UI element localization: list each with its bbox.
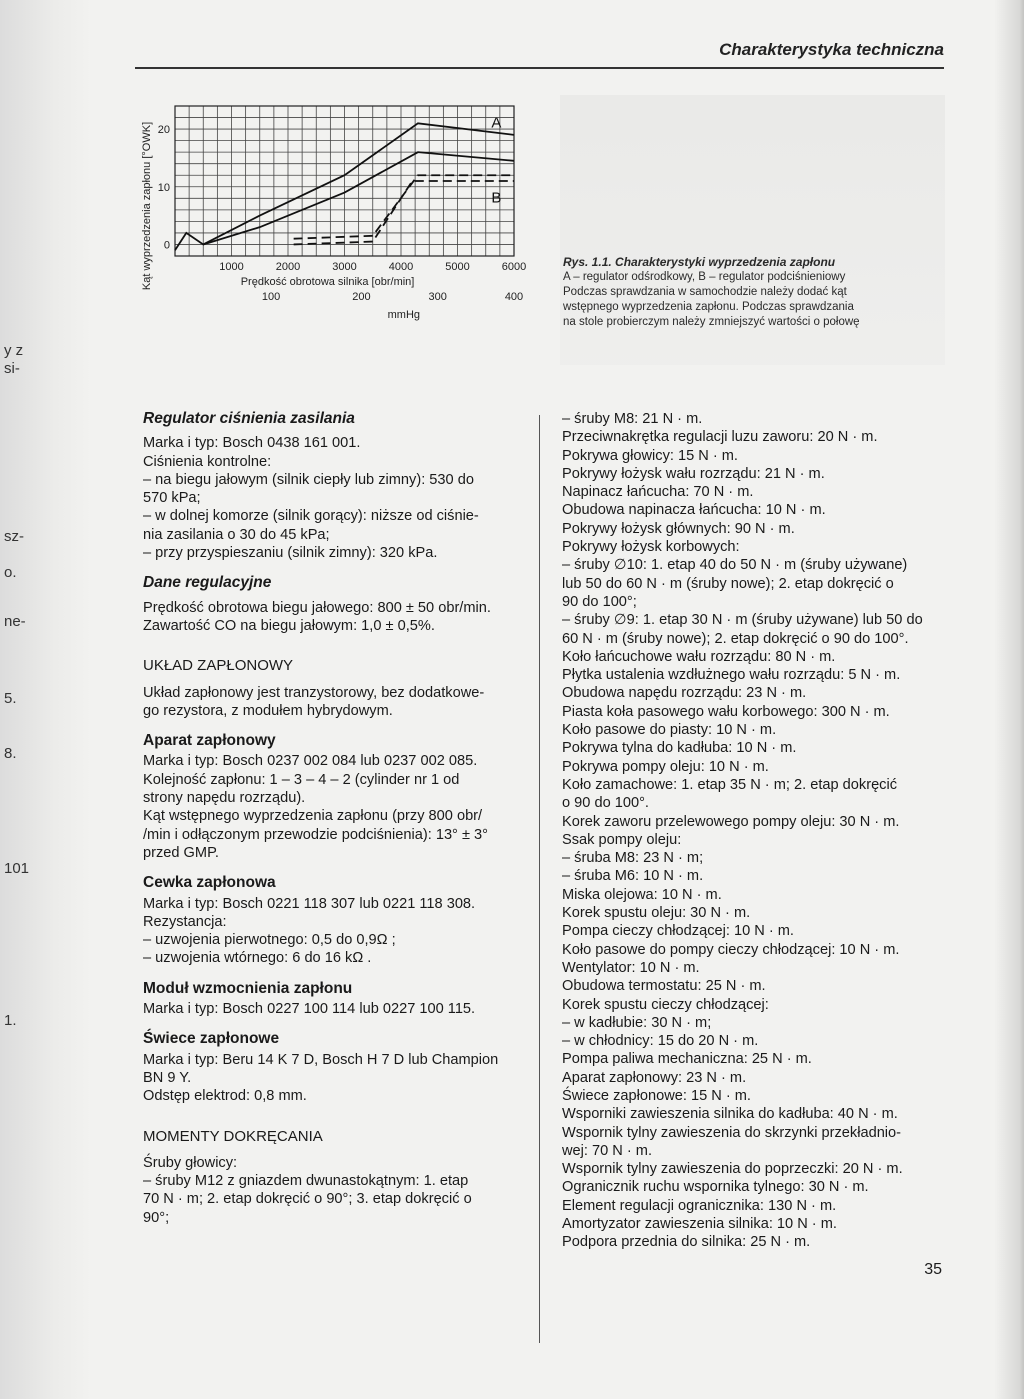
caption-line: na stole probierczym należy zmniejszyć wartości o połowę [563,315,860,328]
x-tick-label: 2000 [275,261,301,273]
chart-svg [138,80,538,350]
text-line: Marka i typ: Bosch 0237 002 084 lub 0237 002 085. [143,753,478,770]
left-text-column [143,410,526,1227]
edge-fragment: 8. [4,745,17,762]
series-line [294,175,514,238]
text-line: – w dolnej komorze (silnik gorący): niższe od ciśnie- [143,508,479,525]
right-text-column [562,410,947,1252]
series-line [294,181,514,244]
y-tick-label: 10 [157,181,170,194]
torque-spec-line: 90 do 100°; [562,593,637,610]
text-line: nia zasilania o 30 do 45 kPa; [143,526,330,543]
text-line: strony napędu rozrządu). [143,790,306,807]
edge-fragment: sz- [4,528,24,545]
torque-spec-line: Wspornik tylny zawieszenia do skrzynki przekładnio- [562,1124,902,1141]
subsection-heading: Cewka zapłonowa [143,874,276,892]
torque-spec-line: Pokrywa tylna do kadłuba: 10 N · m. [562,740,797,757]
page-number: 35 [924,1261,942,1278]
ignition-advance-chart [138,80,538,350]
torque-spec-line: Pokrywa pompy oleju: 10 N · m. [562,758,769,775]
text-line: Rezystancja: [143,913,227,930]
subsection-heading: Moduł wzmocnienia zapłonu [143,979,353,997]
y-tick-label: 20 [157,124,170,137]
torque-spec-line: Płytka ustalenia wzdłużnego wału rozrządu: 5 N · m. [562,667,901,684]
text-line: Marka i typ: Beru 14 K 7 D, Bosch H 7 D lub Champion [143,1051,499,1068]
torque-spec-line: lub 50 do 60 N · m (śruby nowe); 2. etap dokręcić o [562,575,894,592]
x2-tick-label: 200 [352,291,371,303]
torque-spec-line: Obudowa termostatu: 25 N · m. [562,978,766,995]
torque-spec-line: Wsporniki zawieszenia silnika do kadłuba: 40 N · m. [562,1106,898,1123]
figure-caption [563,255,953,329]
text-line: Prędkość obrotowa biegu jałowego: 800 ± 50 obr/min. [143,599,491,616]
torque-spec-line: 60 N · m (śruby nowe); 2. etap dokręcić o 90 do 100°. [562,630,909,647]
torque-spec-line: Pompa cieczy chłodzącej: 10 N · m. [562,923,794,940]
caption-line: A – regulator odśrodkowy, B – regulator podciśnieniowy [563,271,846,284]
text-line: Kolejność zapłonu: 1 – 3 – 4 – 2 (cylinder nr 1 od [143,771,460,788]
x2-tick-label: 400 [504,291,524,303]
edge-fragment: ne- [4,613,26,630]
torque-spec-line: wej: 70 N · m. [562,1142,653,1159]
torque-spec-line: Amortyzator zawieszenia silnika: 10 N · m. [562,1216,837,1233]
torque-spec-line: Korek spustu cieczy chłodzącej: [562,996,769,1013]
text-line: Odstęp elektrod: 0,8 mm. [143,1088,307,1105]
torque-spec-line: Korek zaworu przelewowego pompy oleju: 30 N · m. [562,813,900,830]
edge-fragment: si- [4,360,20,377]
text-line: Marka i typ: Bosch 0438 161 001. [143,435,361,452]
x-tick-label: 5000 [445,261,470,273]
caption-title: Rys. 1.1. Charakterystyki wyprzedzenia zapłonu [563,255,836,269]
torque-spec-line: Napinacz łańcucha: 70 N · m. [562,484,754,501]
edge-fragment: 1. [4,1012,17,1029]
x2-tick-label: 300 [428,291,447,303]
edge-fragment: y z [4,342,24,359]
torque-spec-line: Koło zamachowe: 1. etap 35 N · m; 2. etap dokręcić [562,776,898,793]
text-line: Kąt wstępnego wyprzedzenia zapłonu (przy 800 obr/ [143,808,483,825]
y-tick-label: 0 [163,239,170,252]
section-heading: Dane regulacyjne [143,574,272,592]
text-line: Marka i typ: Bosch 0227 100 114 lub 0227 100 115. [143,1001,476,1018]
running-header-title: Charakterystyka techniczna [719,40,944,59]
torque-spec-line: Pokrywa głowicy: 15 N · m. [562,447,738,464]
torque-spec-line: Pokrywy łożysk wału rozrządu: 21 N · m. [562,465,825,482]
torque-spec-line: Podpora przednia do silnika: 25 N · m. [562,1234,811,1251]
text-line: Śruby głowicy: [143,1154,238,1171]
previous-page-edge [0,0,60,1399]
torque-spec-line: Element regulacji ogranicznika: 130 N · m. [562,1197,837,1214]
subsection-heading: Świece zapłonowe [143,1030,280,1048]
text-line: go rezystora, z modułem hybrydowym. [143,702,393,719]
torque-spec-line: Obudowa napinacza łańcucha: 10 N · m. [562,502,826,519]
chapter-heading: UKŁAD ZAPŁONOWY [143,657,294,675]
torque-spec-line: Koło pasowe do pompy cieczy chłodzącej: 10 N · m. [562,941,900,958]
x-tick-label: 3000 [332,261,357,273]
text-line: – przy przyspieszaniu (silnik zimny): 320 kPa. [143,545,438,562]
torque-spec-line: Koło łańcuchowe wału rozrządu: 80 N · m. [562,648,836,665]
torque-spec-line: Piasta koła pasowego wału korbowego: 300 N · m. [562,703,890,720]
caption-line: Podczas sprawdzania w samochodzie należy dodać kąt [563,286,847,299]
torque-spec-line: Pompa paliwa mechaniczna: 25 N · m. [562,1051,812,1068]
x-axis-label: Prędkość obrotowa silnika [obr/min] [240,276,415,288]
x2-axis-label: mmHg [387,309,421,321]
x-tick-label: 1000 [219,261,244,273]
torque-spec-line: – śruby ∅9: 1. etap 30 N · m (śruby używane) lub 50 do [562,612,923,629]
text-line: 570 kPa; [143,490,201,507]
curve-label: B [491,189,502,207]
torque-spec-line: – śruba M8: 23 N · m; [562,850,704,867]
subsection-heading: Aparat zapłonowy [143,732,276,750]
torque-spec-line: – śruby M8: 21 N · m. [562,411,703,427]
text-line: – śruby M12 z gniazdem dwunastokątnym: 1. etap [143,1173,469,1190]
header-rule [135,67,944,69]
text-line: Marka i typ: Bosch 0221 118 307 lub 0221 118 308. [143,895,476,912]
torque-spec-line: o 90 do 100°. [562,795,649,812]
text-line: – uzwojenia pierwotnego: 0,5 do 0,9Ω ; [143,932,396,949]
edge-fragment: 101 [4,860,30,877]
torque-spec-line: Pokrywy łożysk korbowych: [562,539,740,556]
torque-spec-line: – śruby ∅10: 1. etap 40 do 50 N · m (śruby używane) [562,557,908,574]
torque-spec-line: Obudowa napędu rozrządu: 23 N · m. [562,685,807,702]
text-line: Układ zapłonowy jest tranzystorowy, bez dodatkowe- [143,684,485,701]
torque-spec-line: – śruba M6: 10 N · m. [562,868,704,885]
y-axis-label: Kąt wyprzedzenia zapłonu [°OWK] [141,121,153,291]
x-tick-label: 4000 [388,261,414,273]
torque-spec-line: Świece zapłonowe: 15 N · m. [562,1087,751,1104]
text-line: – na biegu jałowym (silnik ciepły lub zimny): 530 do [143,471,474,488]
text-line: BN 9 Y. [143,1069,192,1086]
text-line: Zawartość CO na biegu jałowym: 1,0 ± 0,5%. [143,617,435,634]
text-line: Ciśnienia kontrolne: [143,453,272,470]
torque-spec-line: Przeciwnakrętka regulacji luzu zaworu: 20 N · m. [562,429,878,446]
torque-spec-line: Aparat zapłonowy: 23 N · m. [562,1069,747,1086]
chapter-heading: MOMENTY DOKRĘCANIA [143,1127,323,1145]
torque-spec-line: Pokrywy łożysk głównych: 90 N · m. [562,520,795,537]
torque-spec-line: Koło pasowe do piasty: 10 N · m. [562,722,777,739]
text-line: przed GMP. [143,844,219,861]
torque-spec-line: Ogranicznik ruchu wspornika tylnego: 30 N · m. [562,1179,869,1196]
page-edge-shadow [994,0,1024,1399]
torque-spec-line: Korek spustu oleju: 30 N · m. [562,905,751,922]
torque-spec-line: – w kadłubie: 30 N · m; [562,1014,712,1031]
torque-spec-line: Wspornik tylny zawieszenia do poprzeczki: 20 N · m. [562,1161,903,1178]
caption-line: wstępnego wyprzedzenia zapłonu. Podczas sprawdzania [563,300,854,313]
torque-spec-line: Miska olejowa: 10 N · m. [562,886,722,903]
x-tick-label: 6000 [501,261,527,273]
torque-spec-line: Wentylator: 10 N · m. [562,959,700,976]
text-line: /min i odłączonym przewodzie podciśnienia): 13° ± 3° [143,826,488,843]
torque-spec-line: Ssak pompy oleju: [562,831,682,848]
text-line: – uzwojenia wtórnego: 6 do 16 kΩ . [143,950,372,967]
curve-label: A [491,114,502,132]
torque-spec-line: – w chłodnicy: 15 do 20 N · m. [562,1033,759,1050]
text-line: 70 N · m; 2. etap dokręcić o 90°; 3. etap dokręcić o [143,1191,472,1208]
edge-fragment: o. [4,564,17,581]
x2-tick-label: 100 [261,291,281,303]
edge-fragment: 5. [4,690,17,707]
text-line: 90°; [143,1209,170,1226]
section-heading: Regulator ciśnienia zasilania [143,410,355,427]
column-divider [539,415,540,1343]
